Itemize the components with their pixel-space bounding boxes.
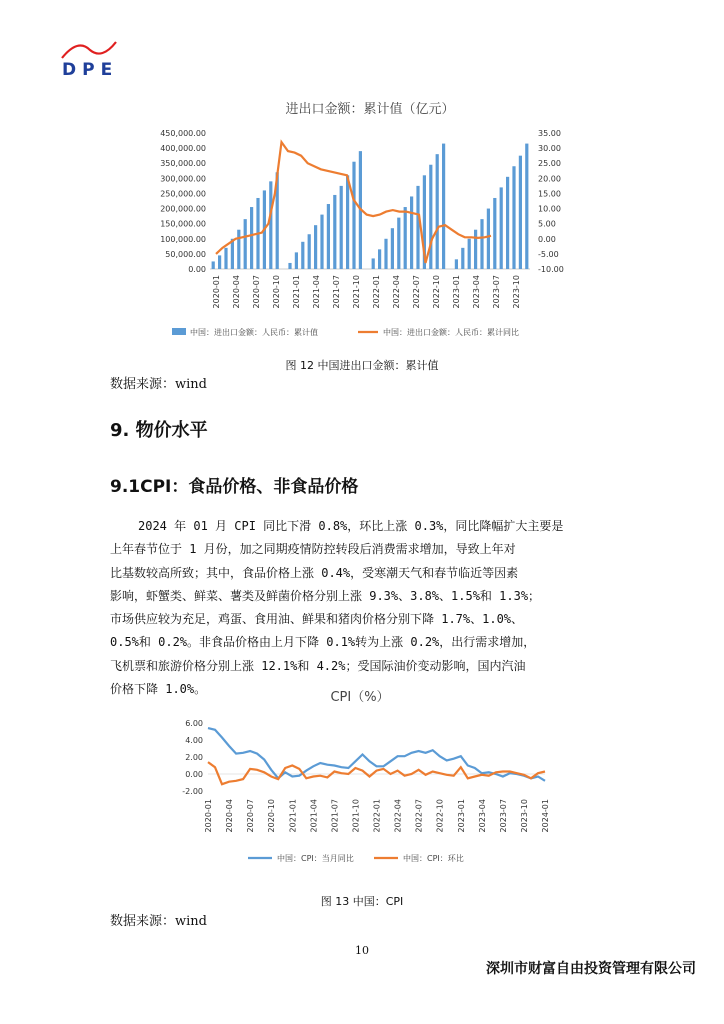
x-tick-label: 2020-04 xyxy=(225,799,235,833)
bar xyxy=(429,165,432,269)
left-tick-label: 200,000.00 xyxy=(160,204,206,214)
x-tick-label: 2020-01 xyxy=(204,799,213,833)
section-9-title: 9. 物价水平 xyxy=(110,420,208,441)
right-tick-label: 35.00 xyxy=(538,129,561,138)
x-tick-label: 2022-10 xyxy=(435,799,445,833)
legend-label: 中国：CPI：当月同比 xyxy=(277,854,354,863)
left-tick-label: 350,000.00 xyxy=(160,159,206,169)
bar xyxy=(378,249,381,269)
x-tick-label: 2022-01 xyxy=(372,799,382,833)
bar xyxy=(250,207,253,269)
x-tick-label: 2022-10 xyxy=(432,275,441,309)
left-tick-label: 100,000.00 xyxy=(160,234,206,244)
bar xyxy=(327,204,330,269)
left-tick-label: 0.00 xyxy=(188,265,206,274)
trade-chart xyxy=(100,95,640,350)
bar xyxy=(224,248,227,269)
bar xyxy=(493,198,496,269)
bar xyxy=(519,156,522,269)
bar xyxy=(410,196,413,269)
x-tick-label: 2024-01 xyxy=(541,799,550,833)
right-tick-label: 5.00 xyxy=(538,219,556,229)
bar xyxy=(352,162,355,269)
legend-swatch-bar xyxy=(172,328,186,335)
bar xyxy=(212,261,215,269)
bar xyxy=(474,230,477,269)
bar xyxy=(506,177,509,269)
bar xyxy=(237,230,240,269)
x-tick-label: 2020-04 xyxy=(232,275,241,309)
chart-title: 进出口金额：累计值（亿元） xyxy=(285,102,455,117)
x-tick-label: 2020-10 xyxy=(267,799,277,833)
cpi-chart xyxy=(150,685,570,875)
x-tick-label: 2021-01 xyxy=(288,799,298,833)
bar xyxy=(512,166,515,269)
paragraph-line: 市场供应较为充足，鸡蛋、食用油、鲜果和猪肉价格分别下降 1.7%、1.0%、 xyxy=(110,612,524,627)
x-tick-label: 2021-10 xyxy=(351,799,361,833)
bar xyxy=(320,215,323,269)
bar xyxy=(231,239,234,269)
bar xyxy=(218,255,221,269)
paragraph-line: 上年春节位于 1 月份，加之同期疫情防控转段后消费需求增加，导致上年对 xyxy=(110,542,516,557)
bar xyxy=(468,239,471,269)
right-tick-label: 10.00 xyxy=(538,204,561,214)
left-tick-label: 400,000.00 xyxy=(160,144,206,154)
x-tick-label: 2020-10 xyxy=(272,275,281,309)
x-tick-label: 2022-07 xyxy=(412,275,421,309)
x-tick-label: 2023-10 xyxy=(512,275,521,309)
paragraph-line: 飞机票和旅游价格分别上涨 12.1%和 4.2%；受国际油价变动影响，国内汽油 xyxy=(110,658,526,673)
x-tick-label: 2023-01 xyxy=(456,799,466,833)
bar xyxy=(480,219,483,269)
x-tick-label: 2023-04 xyxy=(472,275,481,309)
bar xyxy=(288,263,291,269)
section-9-1-title: 9.1CPI：食品价格、非食品价格 xyxy=(110,477,359,497)
right-tick-label: 15.00 xyxy=(538,189,561,199)
paragraph-line: 比基数较高所致；其中，食品价格上涨 0.4%，受寒潮天气和春节临近等因素 xyxy=(110,565,519,580)
right-tick-label: 20.00 xyxy=(538,174,561,184)
legend-label: 中国：进出口金额：人民币：累计值 xyxy=(190,328,318,337)
left-tick-label: 300,000.00 xyxy=(160,174,206,184)
bar xyxy=(455,259,458,269)
x-tick-label: 2022-04 xyxy=(393,799,403,833)
x-tick-label: 2020-01 xyxy=(212,275,221,309)
bar xyxy=(436,154,439,269)
bar xyxy=(404,207,407,269)
bar xyxy=(372,258,375,269)
x-tick-label: 2021-04 xyxy=(309,799,319,833)
paragraph-line: 0.5%和 0.2%。非食品价格由上月下降 0.1%转为上涨 0.2%，出行需求增加， xyxy=(110,635,536,650)
bar xyxy=(500,187,503,269)
bar xyxy=(397,218,400,269)
company-name: 深圳市财富自由投资管理有限公司 xyxy=(486,961,696,977)
x-tick-label: 2022-07 xyxy=(414,799,424,833)
bar xyxy=(391,228,394,269)
left-tick-label: 150,000.00 xyxy=(160,219,206,229)
right-tick-label: -10.00 xyxy=(538,265,564,274)
x-tick-label: 2022-01 xyxy=(372,275,381,309)
paragraph-line: 影响，虾蟹类、鲜菜、薯类及鲜菌价格分别上涨 9.3%、3.8%、1.5%和 1.3%； xyxy=(110,588,541,603)
left-tick-label: 250,000.00 xyxy=(160,189,206,199)
right-tick-label: 0.00 xyxy=(538,234,556,244)
y-tick-label: 4.00 xyxy=(185,736,203,745)
left-tick-label: 450,000.00 xyxy=(160,129,206,138)
cpi-paragraph xyxy=(110,515,622,701)
paragraph-line: 价格下降 1.0%。 xyxy=(110,682,207,697)
x-tick-label: 2021-10 xyxy=(352,275,361,309)
x-tick-label: 2022-04 xyxy=(392,275,401,309)
bar xyxy=(314,225,317,269)
right-tick-label: 30.00 xyxy=(538,144,561,154)
bar xyxy=(487,209,490,269)
y-tick-label: 2.00 xyxy=(185,753,203,762)
bar xyxy=(384,239,387,269)
bar xyxy=(416,186,419,269)
page-number: 10 xyxy=(355,944,369,957)
bar xyxy=(461,248,464,269)
logo-swoosh-icon xyxy=(62,42,116,58)
bar xyxy=(295,252,298,269)
figure13-caption: 图 13 中国：CPI xyxy=(320,895,404,908)
bar xyxy=(269,181,272,269)
bar xyxy=(333,195,336,269)
left-tick-label: 50,000.00 xyxy=(165,249,206,259)
figure12-source: 数据来源：wind xyxy=(110,377,207,392)
bar xyxy=(525,144,528,269)
chart-title: CPI（%） xyxy=(330,690,390,705)
bar xyxy=(244,219,247,269)
figure12-caption: 图 12 中国进出口金额：累计值 xyxy=(285,359,439,372)
x-tick-label: 2023-07 xyxy=(492,275,501,309)
x-tick-label: 2021-07 xyxy=(330,799,340,833)
x-tick-label: 2020-07 xyxy=(252,275,261,309)
bar xyxy=(340,186,343,269)
x-tick-label: 2023-01 xyxy=(452,275,461,309)
bar xyxy=(346,175,349,269)
right-tick-label: 25.00 xyxy=(538,159,561,169)
x-tick-label: 2021-07 xyxy=(332,275,341,309)
logo-text: DPE xyxy=(62,60,119,80)
bar xyxy=(301,242,304,269)
y-tick-label: 0.00 xyxy=(185,770,203,779)
x-tick-label: 2023-10 xyxy=(519,799,529,833)
y-tick-label: -2.00 xyxy=(182,787,203,796)
x-tick-label: 2023-04 xyxy=(477,799,487,833)
legend-label: 中国：CPI：环比 xyxy=(403,854,464,863)
x-tick-label: 2021-04 xyxy=(312,275,321,309)
x-tick-label: 2020-07 xyxy=(246,799,256,833)
right-tick-label: -5.00 xyxy=(538,249,559,259)
bar xyxy=(308,234,311,269)
bar xyxy=(442,144,445,269)
y-tick-label: 6.00 xyxy=(185,719,203,728)
legend-label: 中国：进出口金额：人民币：累计同比 xyxy=(383,328,519,337)
figure13-source: 数据来源：wind xyxy=(110,914,207,929)
x-tick-label: 2021-01 xyxy=(292,275,301,309)
x-tick-label: 2023-07 xyxy=(498,799,508,833)
paragraph-line: 2024 年 01 月 CPI 同比下滑 0.8%，环比上涨 0.3%，同比降幅扩大主要是 xyxy=(138,519,564,533)
